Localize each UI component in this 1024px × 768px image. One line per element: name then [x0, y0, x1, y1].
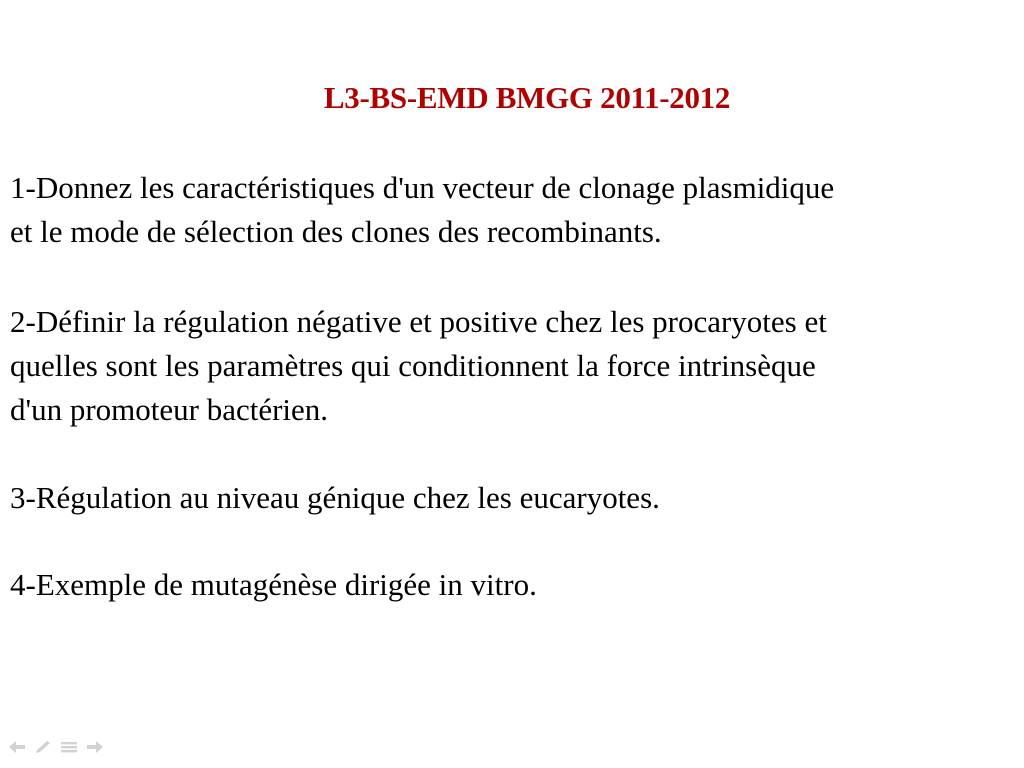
- question-2: [10, 300, 1010, 432]
- previous-arrow-icon[interactable]: [8, 740, 26, 754]
- question-1-line-2: et le mode de sélection des clones des recombinants.: [10, 214, 662, 249]
- question-2-line-3: d'un promoteur bactérien.: [10, 392, 329, 427]
- slide-title: L3-BS-EMD BMGG 2011-2012: [323, 80, 731, 115]
- question-2-line-2: quelles sont les paramètres qui conditionnent la force intrinsèque: [10, 348, 816, 383]
- question-1-line-1: 1-Donnez les caractéristiques d'un vecteur de clonage plasmidique: [10, 170, 835, 205]
- question-2-line-1: 2-Définir la régulation négative et positive chez les procaryotes et: [10, 304, 827, 339]
- question-3-line-1: 3-Régulation au niveau génique chez les eucaryotes.: [10, 480, 660, 515]
- pen-icon[interactable]: [34, 740, 52, 754]
- menu-icon[interactable]: [60, 740, 78, 754]
- question-3: [10, 476, 1010, 520]
- question-4: [10, 563, 1010, 607]
- question-1: [10, 166, 1010, 254]
- question-4-line-1: 4-Exemple de mutagénèse dirigée in vitro.: [10, 567, 537, 602]
- slideshow-controls: [8, 740, 104, 754]
- next-arrow-icon[interactable]: [86, 740, 104, 754]
